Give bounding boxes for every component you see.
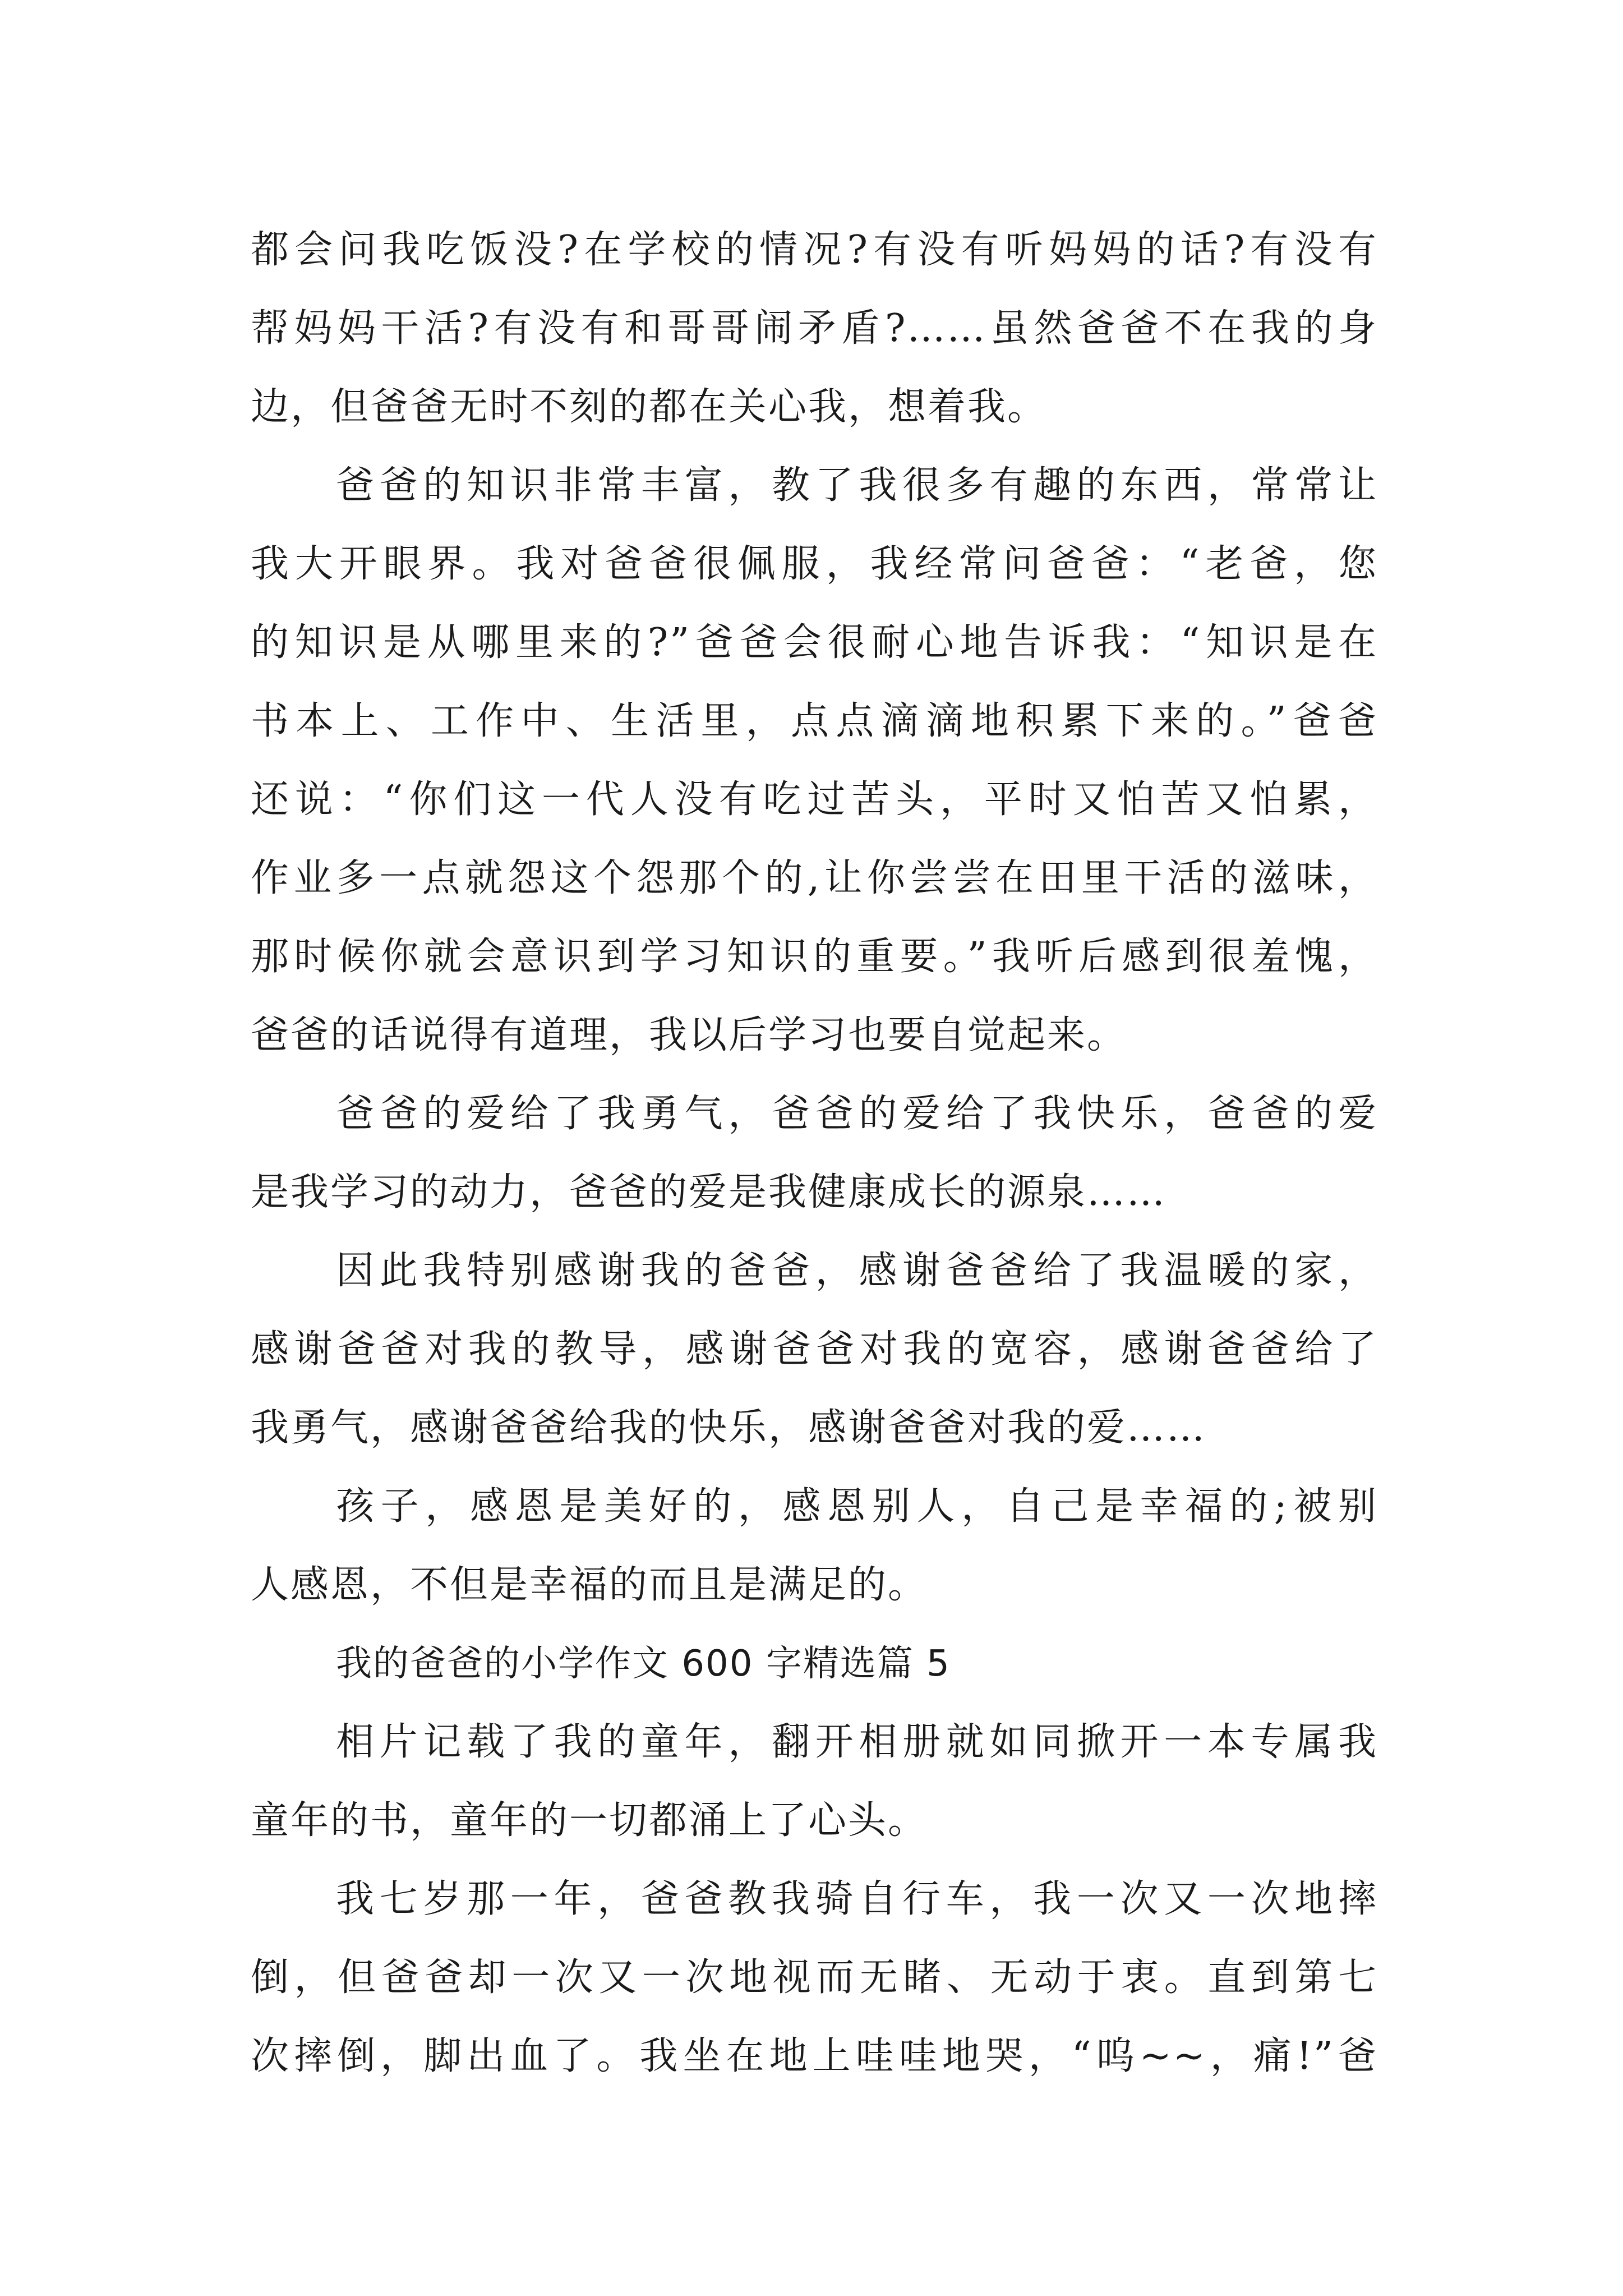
text-line: 爸爸的爱给了我勇气，爸爸的爱给了我快乐，爸爸的爱 [336,1092,1378,1136]
text-line: 爸爸的知识非常丰富，教了我很多有趣的东西，常常让 [336,463,1378,508]
text-line: 感谢爸爸对我的教导，感谢爸爸对我的宽容，感谢爸爸给了 [251,1327,1378,1372]
text-line: 作业多一点就怨这个怨那个的,让你尝尝在田里干活的滋味， [251,856,1378,900]
text-line: 我勇气，感谢爸爸给我的快乐，感谢爸爸对我的爱…… [251,1406,1207,1450]
text-line: 书本上、工作中、生活里，点点滴滴地积累下来的。”爸爸 [251,699,1378,743]
essay-body [251,211,1378,2096]
text-line: 那时候你就会意识到学习知识的重要。”我听后感到很羞愧， [251,935,1378,979]
text-line: 倒，但爸爸却一次又一次地视而无睹、无动于衷。直到第七 [251,1955,1378,2000]
text-line: 爸爸的话说得有道理，我以后学习也要自觉起来。 [251,1013,1127,1057]
text-line: 我七岁那一年，爸爸教我骑自行车，我一次又一次地摔 [336,1877,1378,1921]
text-line: 孩子，感恩是美好的，感恩别人，自己是幸福的;被别 [336,1484,1378,1529]
text-line: 是我学习的动力，爸爸的爱是我健康成长的源泉…… [251,1170,1167,1214]
text-line: 帮妈妈干活?有没有和哥哥闹矛盾?……虽然爸爸不在我的身 [251,306,1378,351]
text-line: 次摔倒，脚出血了。我坐在地上哇哇地哭，“呜~~，痛!”爸 [251,2034,1378,2078]
text-line: 人感恩，不但是幸福的而且是满足的。 [251,1563,928,1607]
text-line: 的知识是从哪里来的?”爸爸会很耐心地告诉我：“知识是在 [251,620,1378,665]
text-line: 童年的书，童年的一切都涌上了心头。 [251,1798,928,1843]
text-line: 都会问我吃饭没?在学校的情况?有没有听妈妈的话?有没有 [251,228,1378,272]
text-line: 我大开眼界。我对爸爸很佩服，我经常问爸爸：“老爸，您 [251,542,1378,586]
text-line: 相片记载了我的童年，翻开相册就如同掀开一本专属我 [336,1720,1378,1764]
text-line: 还说：“你们这一代人没有吃过苦头，平时又怕苦又怕累， [251,777,1378,822]
text-line: 边，但爸爸无时不刻的都在关心我，想着我。 [251,385,1048,429]
text-line: 因此我特别感谢我的爸爸，感谢爸爸给了我温暖的家， [336,1249,1378,1293]
section-heading: 我的爸爸的小学作文 600 字精选篇 5 [336,1643,951,1685]
